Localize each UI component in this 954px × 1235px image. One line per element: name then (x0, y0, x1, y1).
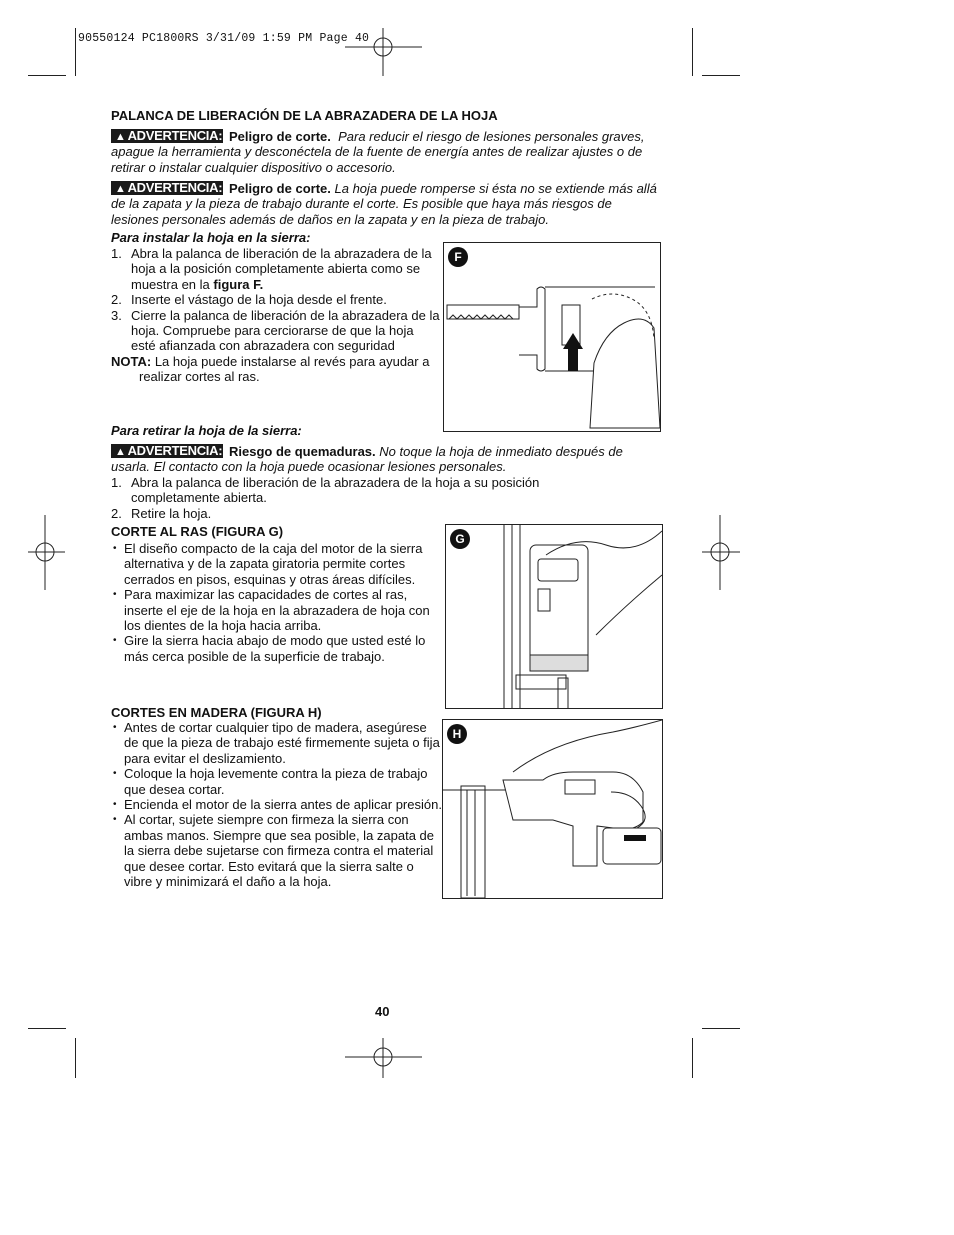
figure-h-illustration (443, 720, 662, 898)
warning-block-3: ▲ ADVERTENCIA: Riesgo de quemaduras. No toque la hoja de inmediato después de usarla. El contacto con la hoja puede ocasionar lesiones personales. (111, 443, 623, 475)
warning-badge: ▲ ADVERTENCIA: (111, 444, 223, 458)
install-note: NOTA: La hoja puede instalarse al revés para ayudar a realizar cortes al ras. (111, 353, 430, 385)
install-steps (111, 246, 441, 385)
bullet-item: • Al cortar, sujete siempre con firmeza la sierra con ambas manos. Siempre que sea posible, la zapata de la sierra debe sujetarse con firmeza contra el material que desee cortar. Esto evitará que la sierra salte o vibre y minimizará el daño a la hoja. (111, 812, 443, 889)
bullet-item: • Coloque la hoja levemente contra la pieza de trabajo que desea cortar. (111, 766, 443, 797)
section-title-blade-clamp: PALANCA DE LIBERACIÓN DE LA ABRAZADERA DE LA HOJA (111, 108, 498, 123)
figure-h (442, 719, 663, 899)
figure-g-illustration (446, 525, 662, 708)
warning-triangle-icon: ▲ (115, 183, 126, 195)
figure-h-label: H (447, 724, 467, 744)
figure-f (443, 242, 661, 432)
figure-g-label: G (450, 529, 470, 549)
flush-bullets (111, 541, 443, 664)
bullet-item: • Gire la sierra hacia abajo de modo que usted esté lo más cerca posible de la superficie de trabajo. (111, 633, 443, 664)
bullet-item: • Antes de cortar cualquier tipo de madera, asegúrese de que la pieza de trabajo esté firmemente sujeta o fija para evitar el deslizamiento. (111, 720, 443, 766)
bullet-item: • Encienda el motor de la sierra antes de aplicar presión. (111, 797, 443, 812)
section-title-wood: CORTES EN MADERA (FIGURA H) (111, 705, 322, 720)
print-slug: 90550124 PC1800RS 3/31/09 1:59 PM Page 40 (78, 32, 370, 45)
warning-badge: ▲ ADVERTENCIA: (111, 181, 223, 195)
figure-f-illustration (444, 243, 660, 431)
figure-g (445, 524, 663, 709)
bullet-item: • Para maximizar las capacidades de cortes al ras, inserte el eje de la hoja en la abrazadera de hoja con los dientes de la hoja hacia arriba. (111, 587, 443, 633)
page-number: 40 (375, 1004, 390, 1019)
install-step-3: 3. Cierre la palanca de liberación de la abrazadera de la hoja. Compruebe para cerciorarse de que la hoja esté afianzada con abrazadera con seguridad (111, 307, 440, 354)
warning-badge: ▲ ADVERTENCIA: (111, 129, 223, 143)
warning-triangle-icon: ▲ (115, 131, 126, 143)
warning-block-1: ▲ ADVERTENCIA: Peligro de corte. Para reducir el riesgo de lesiones personales graves, apague la herramienta y desconéctela de la fuente de energía antes de realizar ajustes o de retirar o instalar cualquier dispositivo o accesorio. (111, 128, 645, 175)
section-title-flush: CORTE AL RAS (FIGURA G) (111, 524, 284, 539)
install-step-2: 2. Inserte el vástago de la hoja desde el frente. (111, 292, 387, 308)
figure-f-label: F (448, 247, 468, 267)
install-heading: Para instalar la hoja en la sierra: (111, 230, 311, 245)
remove-heading: Para retirar la hoja de la sierra: (111, 423, 302, 438)
remove-step-2: 2. Retire la hoja. (111, 505, 212, 521)
install-step-1: 1. Abra la palanca de liberación de la abrazadera de la hoja a la posición completamente abierta como se muestra en la figura F. (111, 246, 432, 292)
bullet-item: • El diseño compacto de la caja del motor de la sierra alternativa y de la zapata giratoria permite cortes cerrados en pisos, esquinas y otras áreas difíciles. (111, 541, 443, 587)
wood-bullets (111, 720, 443, 889)
remove-step-1: 1. Abra la palanca de liberación de la abrazadera de la hoja a su posición completamente abierta. (111, 475, 540, 506)
warning-block-2: ▲ ADVERTENCIA: Peligro de corte. La hoja puede romperse si ésta no se extiende más allá de la zapata y la pieza de trabajo durante el corte. Es posible que haya más riesgos de lesiones personales además de daños en la zapata y en la pieza de trabajo. (111, 180, 657, 227)
remove-steps (111, 475, 591, 521)
warning-triangle-icon: ▲ (115, 446, 126, 458)
